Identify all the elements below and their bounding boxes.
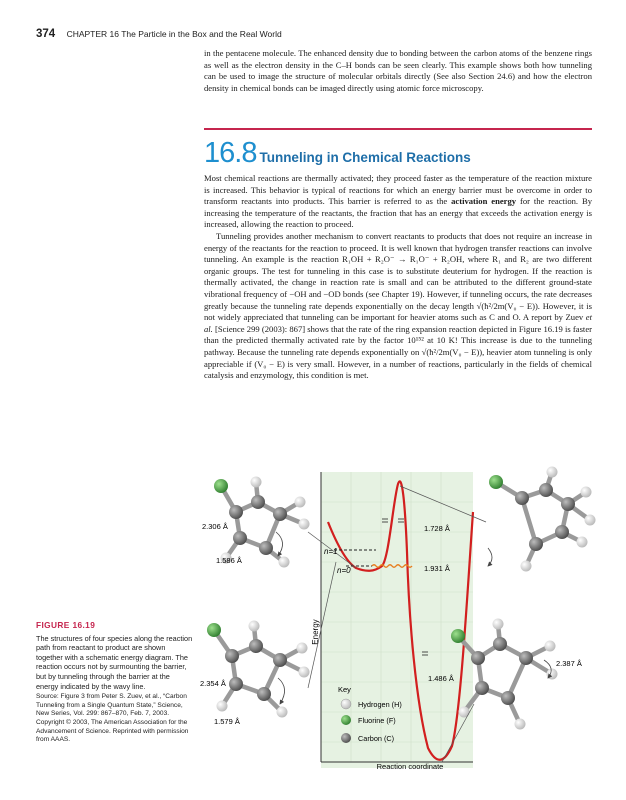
paragraph-2 xyxy=(204,231,592,382)
figure-16-19 xyxy=(196,462,596,770)
legend-fluorine: Fluorine (F) xyxy=(358,716,396,725)
paragraph-2-text-a: Tunneling provides another mechanism to convert reactants to products that does not require an increase in energy of the reactants for the reaction to proceed. It is well known that hydrogen transfer reactions can involve tunneling. An example is the reaction R₁OH + R₂O⁻ → R₁O⁻ + R₂OH, where R₁ and R₂ are two different organic groups. The test for tunneling in this case is to substitute deuterium for hydrogen. If the reaction is thermally activated, the change in reaction rate is small and can be attributed to the different ground-state vibrational frequency of −OH and −OD bonds (see Chapter 19). However, if tunneling occurs, the rate decreases greatly because the tunneling rate depends exponentially on the decay length √(ħ²/2m(V₀ − E)). However, it is not widely appreciated that tunneling can be important for heavier atoms such as C and O. A report by Zuev xyxy=(204,230,592,323)
dist-top-right-a: 1.728 Å xyxy=(424,524,450,533)
arrow-bottom-left xyxy=(278,678,285,704)
dist-bottom-right-a: 1.486 Å xyxy=(428,674,454,683)
paragraph-1-text-a: Most chemical reactions are thermally activated; they proceed faster as the temperature of the reaction mixture is increased. This behavior is typical of reactions for which an energy barrier must be overcome in order to transform reactants into products. This barrier is referred to as the xyxy=(204,173,592,207)
dist-bottom-left-b: 1.579 Å xyxy=(214,717,240,726)
n1-label: n=1 xyxy=(324,547,338,556)
dist-bottom-right-b: 2.387 Å xyxy=(556,659,582,668)
paragraph-1 xyxy=(204,173,592,231)
figure-diagram xyxy=(196,462,596,770)
dist-top-left-b: 1.586 Å xyxy=(216,556,242,565)
legend-swatch-fluorine xyxy=(341,715,351,725)
page-number: 374 xyxy=(36,28,56,40)
molecule-bottom-left xyxy=(214,626,304,712)
figure-source: Source: Figure 3 from Peter S. Zuev, et al., “Carbon Tunneling from a Single Quantum State,” Science, New Series, Vol. 299: 867–870, Feb. 7, 2003. Copyright © 2003, The American Association for the Advancement of Science. Reprinted with permission from AAAS. xyxy=(36,693,189,744)
arrow-top-right xyxy=(488,548,492,566)
section-rule xyxy=(204,128,592,130)
paragraph-2-text-b: [Science 299 (2003): 867] shows that the rate of the ring expansion reaction depicted in Figure 16.19 is faster than the predicted thermally activated rate by the factor 10¹⁵² at 10 K! This increase is due to the tunneling pathway. Because the tunneling rate depends exponentially on √(ħ²/2m(V₀ − E)), heavier atom tunneling is only appreciable if (V₀ − E) is very small. However, in a number of reactions, particularly in the fields of chemical catalysis and enzymology, this condition is met. xyxy=(204,323,592,381)
et-al: et al. xyxy=(204,312,592,334)
legend-title: Key xyxy=(338,685,351,694)
activation-energy-term: activation energy xyxy=(451,196,517,207)
running-header xyxy=(36,28,282,40)
figure-caption-text: The structures of four species along the reaction path from reactant to product are shown together with a schematic energy diagram. The reaction occurs not by surmounting the barrier, but by tunneling through the barrier at the energy indicated by the wavy line. xyxy=(36,633,193,691)
running-title: CHAPTER 16 The Particle in the Box and the Real World xyxy=(66,29,282,39)
dist-bottom-left-a: 2.354 Å xyxy=(200,679,226,688)
legend-hydrogen: Hydrogen (H) xyxy=(358,700,402,709)
x-axis-label: Reaction coordinate xyxy=(376,762,444,770)
n0-label: n=0 xyxy=(337,566,351,575)
section-body xyxy=(204,173,592,382)
y-axis-label: Energy xyxy=(311,619,320,645)
figure-label: FIGURE 16.19 xyxy=(36,620,96,630)
section-number: 16.8 xyxy=(204,137,257,169)
legend-carbon: Carbon (C) xyxy=(358,734,395,743)
arrow-top-left xyxy=(276,532,283,556)
intro-paragraph xyxy=(204,48,592,94)
intro-text: in the pentacene molecule. The enhanced density due to bonding between the carbon atoms of the benzene rings as well as the electron density in the C–H bonds can be seen clearly. This example shows both how tunneling can be used to image the structure of molecular orbitals directly (See also Section 24.6) and how the electron density in chemical bonds can be imaged directly using atomic force microscopy. xyxy=(204,48,592,93)
molecule-top-right-atoms xyxy=(489,467,596,572)
paragraph-1-text-b: for the reaction. By increasing the temperature of the reactants, the fraction that has an energy that exceeds the activation energy is increased, allowing the reaction to proceed. xyxy=(204,196,592,230)
legend-swatch-hydrogen xyxy=(341,699,351,709)
dist-top-left-a: 2.306 Å xyxy=(202,522,228,531)
section-heading xyxy=(204,137,471,170)
figure-caption xyxy=(36,621,194,745)
dist-top-right-b: 1.931 Å xyxy=(424,564,450,573)
section-title: Tunneling in Chemical Reactions xyxy=(259,150,471,165)
legend-swatch-carbon xyxy=(341,733,351,743)
